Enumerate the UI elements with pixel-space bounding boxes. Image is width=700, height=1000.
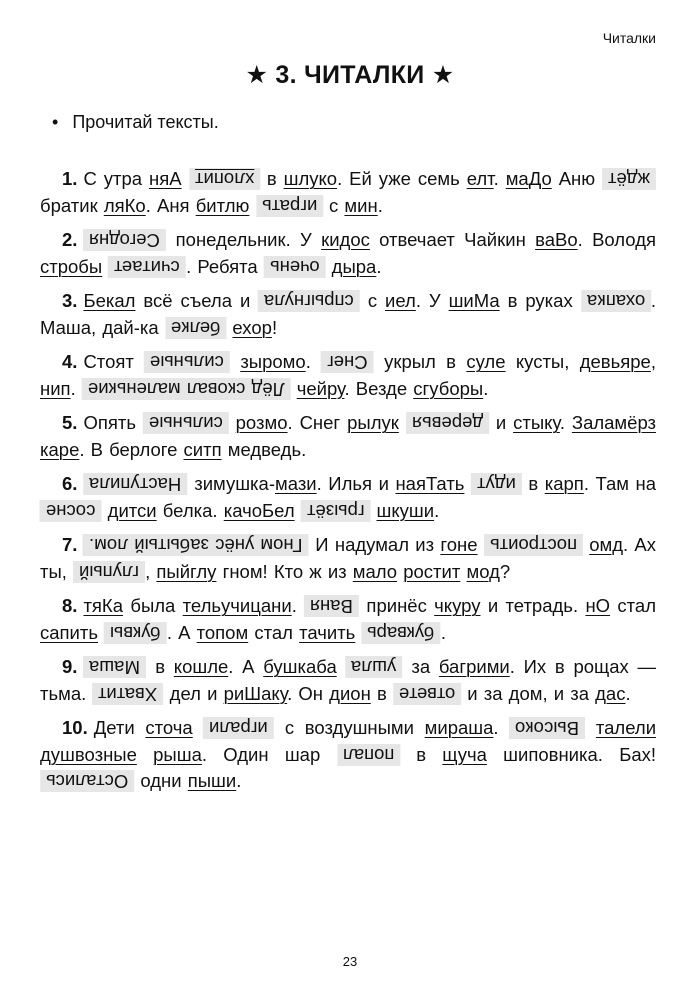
scrambled-word: суле [466,351,506,372]
text-run: Опять [83,412,143,433]
scrambled-word: шлуко [283,168,338,189]
flipped-word: играть [256,195,323,217]
text-run: . [70,377,82,399]
flipped-word: Лёд сковал маленькие [82,378,291,400]
page-number: 23 [342,954,358,969]
scrambled-word: качоБел [223,499,295,521]
scrambled-word: омд [589,534,623,555]
text-run: . [440,621,446,643]
text-run [193,717,204,738]
flipped-word: буквы [104,622,167,644]
flipped-word: Хватит [92,683,163,705]
scrambled-word: щуча [442,743,487,765]
text-run: всё съела и [135,290,259,311]
scrambled-word: сточа [145,717,193,738]
text-run: принёс [359,595,435,616]
scrambled-word: сапить [40,621,99,643]
text-run: . [305,351,322,372]
flipped-word: Остались [40,770,134,792]
text-paragraph [40,715,656,795]
scrambled-word: ехор [232,316,272,338]
scrambled-word: кошле [173,656,229,677]
flipped-word: Гном унёс забытый лом. [83,534,309,556]
text-run: в [521,473,545,494]
text-run: . [493,168,506,189]
paragraph-number: 2. [62,229,78,250]
scrambled-word: шиМа [448,290,500,311]
paragraph-number: 8. [62,595,78,616]
scrambled-word: кидос [321,229,370,250]
scrambled-word: тельучицани [182,595,292,616]
text-run: белка. [156,499,224,521]
text-run: дел и [163,682,224,704]
scrambled-word: стробы [40,255,103,277]
text-run: . Ах ты, [40,534,657,582]
text-run: . Их в рощах — тьма. [40,656,657,704]
text-run: зимушка- [187,473,276,494]
text-run: с [322,194,345,216]
scrambled-word: дитси [107,499,157,521]
text-run: . У [415,290,449,311]
scrambled-word: мало [352,560,398,582]
text-run: . [434,499,440,521]
scrambled-word: Бекал [83,290,136,311]
text-run: . [559,412,572,433]
flipped-word: Сегодня [83,229,166,251]
text-run [229,412,236,433]
text-run [585,717,596,738]
flipped-word: сильные [144,351,230,373]
scrambled-word: чейру [296,377,345,399]
paragraph-number: 3. [62,290,78,311]
text-run [478,534,484,555]
running-header: Читалки [602,30,656,46]
text-run: . Володя [577,229,657,250]
scrambled-word: зыромо [240,351,306,372]
text-run: . Он [287,682,330,704]
text-run: И надумал из [308,534,441,555]
text-paragraph [40,349,656,402]
text-run: в [370,682,393,704]
scrambled-word: елт [466,168,494,189]
text-paragraph [40,166,656,219]
scrambled-word: дион [329,682,371,704]
flipped-word: построить [484,534,583,556]
text-paragraph [40,593,656,646]
text-run: . [291,595,305,616]
text-run: . А [228,656,264,677]
flipped-word: Маша [83,656,146,678]
scrambled-word: наяТать [395,473,465,494]
text-run: шиповника. Бах! [486,743,657,765]
text-run: и тетрадь. [480,595,586,616]
scrambled-word: дас [595,682,626,704]
flipped-word: Снег [321,351,374,373]
text-run: и за дом, и за [461,682,596,704]
flipped-word: Высоко [509,717,585,739]
paragraph-number: 9. [62,656,78,677]
text-run: за [402,656,439,677]
text-run: С утра [83,168,149,189]
flipped-word: считает [108,256,186,278]
flipped-word: грызёт [301,500,371,522]
scrambled-word: дыра [331,255,377,277]
flipped-word: сильные [143,412,229,434]
text-run: понедельник. У [166,229,322,250]
text-run [249,195,255,216]
text-run: в [399,743,443,765]
text-run: стал [248,621,300,643]
scrambled-word: шкуши [376,499,435,521]
text-run: . Снег [287,412,348,433]
flipped-word: ждёт [602,168,656,190]
text-run: . Один шар [201,743,337,765]
flipped-word: букварь [361,622,440,644]
scrambled-word: пыши [187,770,237,791]
scrambled-word: иел [385,290,416,311]
text-run: Аню [551,168,603,189]
text-run: . Маша, дай-ка [40,290,657,338]
scrambled-word: карп [544,473,584,494]
flipped-word: сосне [40,500,102,522]
scrambled-word: маДо [505,168,552,189]
text-run: стал [610,595,656,616]
text-run: . [377,194,383,216]
instruction [52,112,219,133]
reading-texts [40,166,656,803]
text-run: братик [40,194,104,216]
scrambled-word: тяКа [83,595,123,616]
text-run [230,351,240,372]
scrambled-word: ляКо [103,194,146,216]
text-run: . Ребята [186,255,264,277]
scrambled-word: девьяре [579,351,651,372]
scrambled-word: нип [40,377,71,399]
scrambled-word: топом [196,621,249,643]
text-run: Дети [93,717,146,738]
text-run: . А [166,621,197,643]
scrambled-word: мин [344,194,378,216]
bullet-icon: • [52,112,59,132]
text-run: в [259,168,284,189]
paragraph-number: 7. [62,534,78,555]
flipped-word: попал [337,744,400,766]
scrambled-word: каре [40,438,80,460]
text-run [182,168,189,189]
scrambled-word: багрими [438,656,510,677]
scrambled-word: гоне [440,534,478,555]
scrambled-word: пыйглу [156,560,217,582]
flipped-word: охапка [581,290,651,312]
text-run: с [359,290,386,311]
flipped-word: Наступила [83,473,187,495]
text-run: в [146,656,174,677]
text-run: медведь. [221,438,307,460]
text-run: ? [499,560,511,582]
paragraph-number: 6. [62,473,78,494]
scrambled-word: душвозные [40,743,137,765]
text-run [399,412,406,433]
text-run: . [625,682,631,704]
text-run: . [236,770,242,791]
text-run: и [488,412,514,433]
scrambled-word: риШаку [223,682,288,704]
flipped-word: Ваня [304,595,359,617]
scrambled-word: бушкаба [263,656,337,677]
flipped-word: хлопит [189,168,260,190]
text-paragraph [40,410,656,463]
text-run: . Там на [583,473,656,494]
flipped-word: ушла [345,656,402,678]
text-run: . Ей уже семь [337,168,467,189]
scrambled-word: Заламёрз [571,412,657,433]
scrambled-word: мираша [424,717,494,738]
paragraph-number: 5. [62,412,78,433]
text-run: в руках [499,290,581,311]
scrambled-word: нО [585,595,611,616]
text-run: одни [134,770,188,791]
text-run: ! [271,316,278,338]
text-run: с воздушными [274,717,425,738]
paragraph-number: 10. [62,717,88,738]
text-run: . Везде [344,377,414,399]
scrambled-word: рыша [153,743,202,765]
text-run: . [493,717,510,738]
scrambled-word: розмо [235,412,288,433]
flipped-word: играли [203,717,274,739]
paragraph-number: 4. [62,351,78,372]
text-run [137,744,153,765]
text-run [295,500,301,521]
page-title: ★ 3. ЧИТАЛКИ ★ [245,61,455,89]
text-run: . [376,255,382,277]
text-run: гном! Кто ж из [216,560,353,582]
paragraph-number: 1. [62,168,78,189]
text-run: была [123,595,183,616]
scrambled-word: тачить [299,621,356,643]
text-run: . Аня [145,194,196,216]
text-paragraph [40,471,656,524]
scrambled-word: чкуру [434,595,481,616]
text-paragraph [40,532,656,585]
text-run [464,473,471,494]
text-run: укрыл в [373,351,467,372]
text-run: . В берлоге [79,438,184,460]
text-run: . [483,377,489,399]
scrambled-word: ростит [403,560,461,582]
scrambled-word: мод [466,560,500,582]
text-run: , [650,351,656,372]
scrambled-word: талели [595,717,657,738]
scrambled-word: сгуборы [413,377,484,399]
text-paragraph [40,654,656,707]
flipped-word: глупый [73,561,145,583]
scrambled-word: рылук [347,412,399,433]
scrambled-word: ваВо [535,229,578,250]
text-run: отвечает Чайкин [369,229,536,250]
flipped-word: белке [165,317,226,339]
flipped-word: деревья [406,412,489,434]
text-paragraph [40,227,656,280]
text-paragraph [40,288,656,341]
scrambled-word: битлю [195,194,250,216]
scrambled-word: ситп [183,438,222,460]
scrambled-word: мази [275,473,317,494]
text-run: , [145,560,157,582]
text-run: . Илья и [316,473,396,494]
flipped-word: очень [264,256,326,278]
flipped-word: идут [471,473,522,495]
instruction-text: Прочитай тексты. [72,112,219,132]
text-run: Стоят [83,351,145,372]
text-run: кусты, [505,351,580,372]
scrambled-word: стыку [513,412,560,433]
flipped-word: спрыгнула [258,290,360,312]
scrambled-word: няА [148,168,182,189]
flipped-word: ответе [393,683,461,705]
